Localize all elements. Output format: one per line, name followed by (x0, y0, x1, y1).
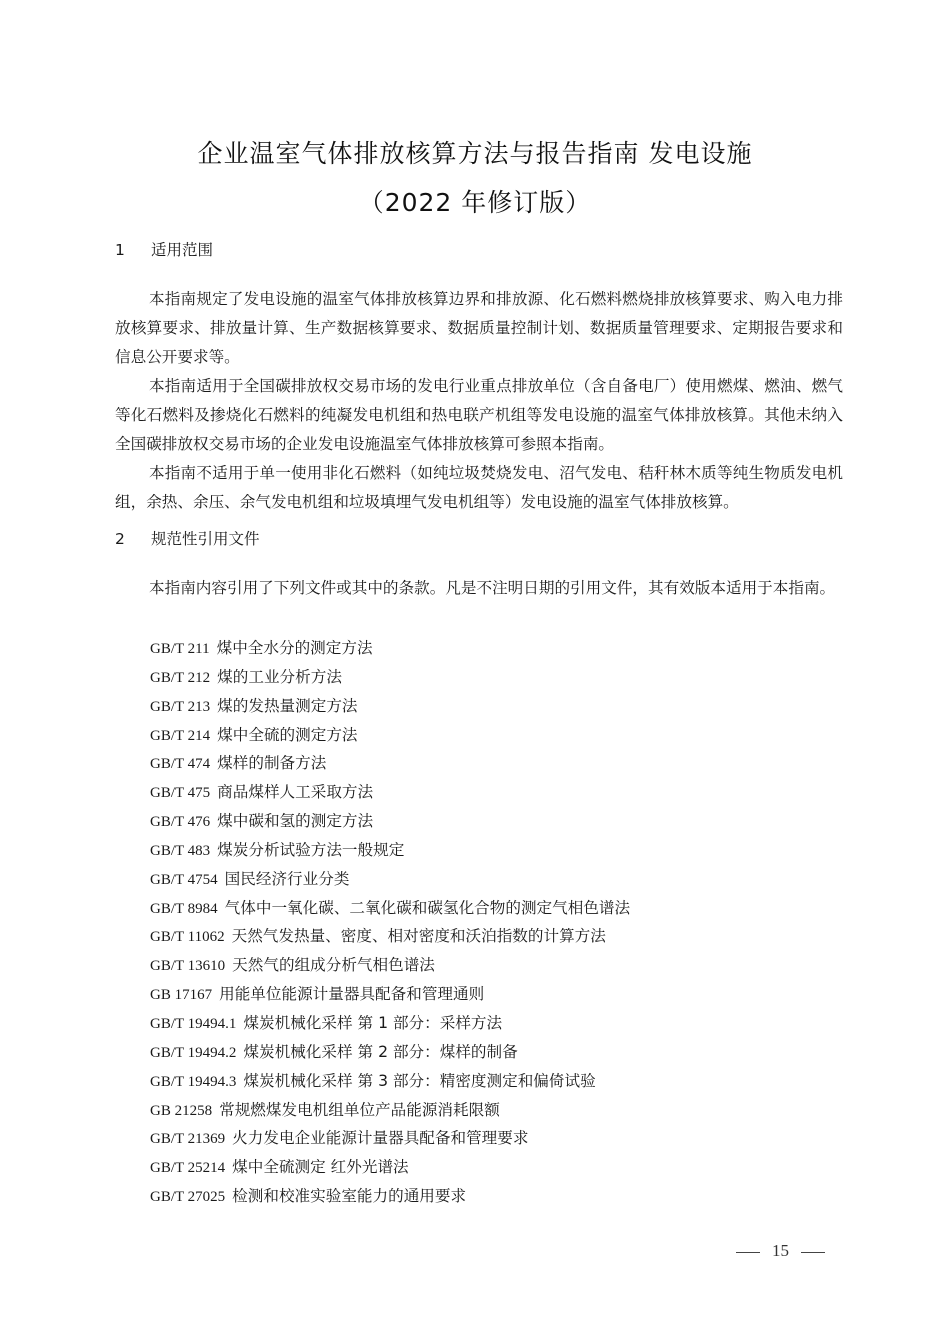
reference-item (150, 778, 630, 807)
reference-code: GB/T 13610 (150, 958, 226, 975)
page-number-dash-right (801, 1252, 825, 1253)
reference-item (150, 721, 630, 750)
reference-code: GB 17167 (150, 987, 213, 1004)
paragraph: 本指南不适用于单一使用非化石燃料（如纯垃圾焚烧发电、沼气发电、秸秆林木质等纯生物质发电机组，余热、余压、余气发电机组和垃圾填埋气发电机组等）发电设施的温室气体排放核算。 (115, 464, 843, 511)
reference-item (150, 922, 630, 951)
section-title: 规范性引用文件 (151, 530, 260, 548)
reference-title: 国民经济行业分类 (224, 869, 350, 888)
reference-code: GB/T 19494.3 (150, 1073, 237, 1090)
reference-item (150, 1182, 630, 1211)
reference-item (150, 1153, 630, 1182)
reference-item (150, 894, 630, 923)
section-heading-2 (115, 527, 260, 549)
reference-item (150, 836, 630, 865)
reference-item (150, 1038, 630, 1067)
reference-title: 煤炭机械化采样 第 3 部分：精密度测定和偏倚试验 (243, 1071, 596, 1090)
reference-title: 天然气的组成分析气相色谱法 (232, 956, 435, 975)
reference-code: GB/T 483 (150, 842, 211, 859)
reference-code: GB/T 476 (150, 814, 211, 831)
section-title: 适用范围 (151, 241, 214, 259)
document-title-line2: （2022 年修订版） (358, 188, 592, 217)
reference-item (150, 1124, 630, 1153)
reference-item (150, 1067, 630, 1096)
reference-title: 煤中全水分的测定方法 (216, 639, 373, 657)
reference-title: 用能单位能源计量器具配备和管理通则 (219, 985, 485, 1004)
page-number-dash-left (736, 1252, 760, 1253)
reference-title: 常规燃煤发电机组单位产品能源消耗限额 (219, 1100, 500, 1119)
reference-code: GB/T 25214 (150, 1160, 226, 1177)
section-number: 2 (115, 530, 125, 548)
reference-code: GB/T 19494.1 (150, 1015, 237, 1032)
paragraph: 本指南内容引用了下列文件或其中的条款。凡是不注明日期的引用文件，其有效版本适用于本指南。 (149, 579, 836, 597)
reference-item (150, 692, 630, 721)
reference-item (150, 663, 630, 692)
reference-code: GB/T 8984 (150, 900, 218, 917)
reference-code: GB/T 475 (150, 785, 211, 802)
reference-title: 煤炭机械化采样 第 2 部分：煤样的制备 (243, 1042, 518, 1061)
reference-item (150, 749, 630, 778)
reference-item (150, 1096, 630, 1125)
reference-code: GB/T 4754 (150, 871, 218, 888)
reference-title: 煤中碳和氢的测定方法 (217, 812, 374, 831)
reference-title: 火力发电企业能源计量器具配备和管理要求 (232, 1129, 529, 1148)
reference-title: 煤中全硫测定 红外光谱法 (232, 1158, 409, 1177)
reference-title: 煤样的制备方法 (217, 754, 327, 773)
reference-item (150, 865, 630, 894)
reference-item (150, 980, 630, 1009)
reference-list (150, 634, 630, 1211)
reference-code: GB/T 474 (150, 756, 211, 773)
section-number: 1 (115, 241, 125, 259)
reference-code: GB/T 19494.2 (150, 1044, 237, 1061)
reference-code: GB/T 211 (150, 641, 210, 657)
reference-item (150, 807, 630, 836)
reference-title: 商品煤样人工采取方法 (217, 783, 374, 802)
reference-code: GB/T 11062 (150, 929, 225, 946)
reference-title: 煤炭分析试验方法一般规定 (217, 840, 405, 859)
reference-title: 煤中全硫的测定方法 (217, 725, 358, 744)
reference-code: GB/T 214 (150, 727, 211, 744)
paragraph: 本指南规定了发电设施的温室气体排放核算边界和排放源、化石燃料燃烧排放核算要求、购入电力排放核算要求、排放量计算、生产数据核算要求、数据质量控制计划、数据质量管理要求、定期报告要求和信息公开要求等。 (115, 290, 843, 366)
reference-code: GB/T 213 (150, 698, 211, 715)
section-heading-1 (115, 238, 213, 260)
reference-code: GB/T 212 (150, 669, 211, 686)
reference-title: 煤的发热量测定方法 (217, 696, 358, 715)
page-number (736, 1241, 837, 1261)
reference-item (150, 951, 630, 980)
reference-item (150, 634, 630, 663)
document-title-line1: 企业温室气体排放核算方法与报告指南 发电设施 (197, 139, 753, 168)
reference-code: GB 21258 (150, 1102, 213, 1119)
page-number-value: 15 (772, 1241, 789, 1260)
reference-title: 煤炭机械化采样 第 1 部分：采样方法 (243, 1013, 503, 1032)
reference-title: 检测和校准实验室能力的通用要求 (232, 1187, 467, 1206)
reference-title: 煤的工业分析方法 (217, 667, 342, 686)
reference-item (150, 1009, 630, 1038)
reference-code: GB/T 21369 (150, 1131, 226, 1148)
reference-title: 气体中一氧化碳、二氧化碳和碳氢化合物的测定气相色谱法 (224, 898, 631, 917)
reference-title: 天然气发热量、密度、相对密度和沃泊指数的计算方法 (231, 927, 606, 946)
paragraph: 本指南适用于全国碳排放权交易市场的发电行业重点排放单位（含自备电厂）使用燃煤、燃油、燃气等化石燃料及掺烧化石燃料的纯凝发电机组和热电联产机组等发电设施的温室气体排放核算。其他未纳入全国碳排放权交易市场的企业发电设施温室气体排放核算可参照本指南。 (115, 377, 843, 453)
reference-code: GB/T 27025 (150, 1189, 226, 1206)
